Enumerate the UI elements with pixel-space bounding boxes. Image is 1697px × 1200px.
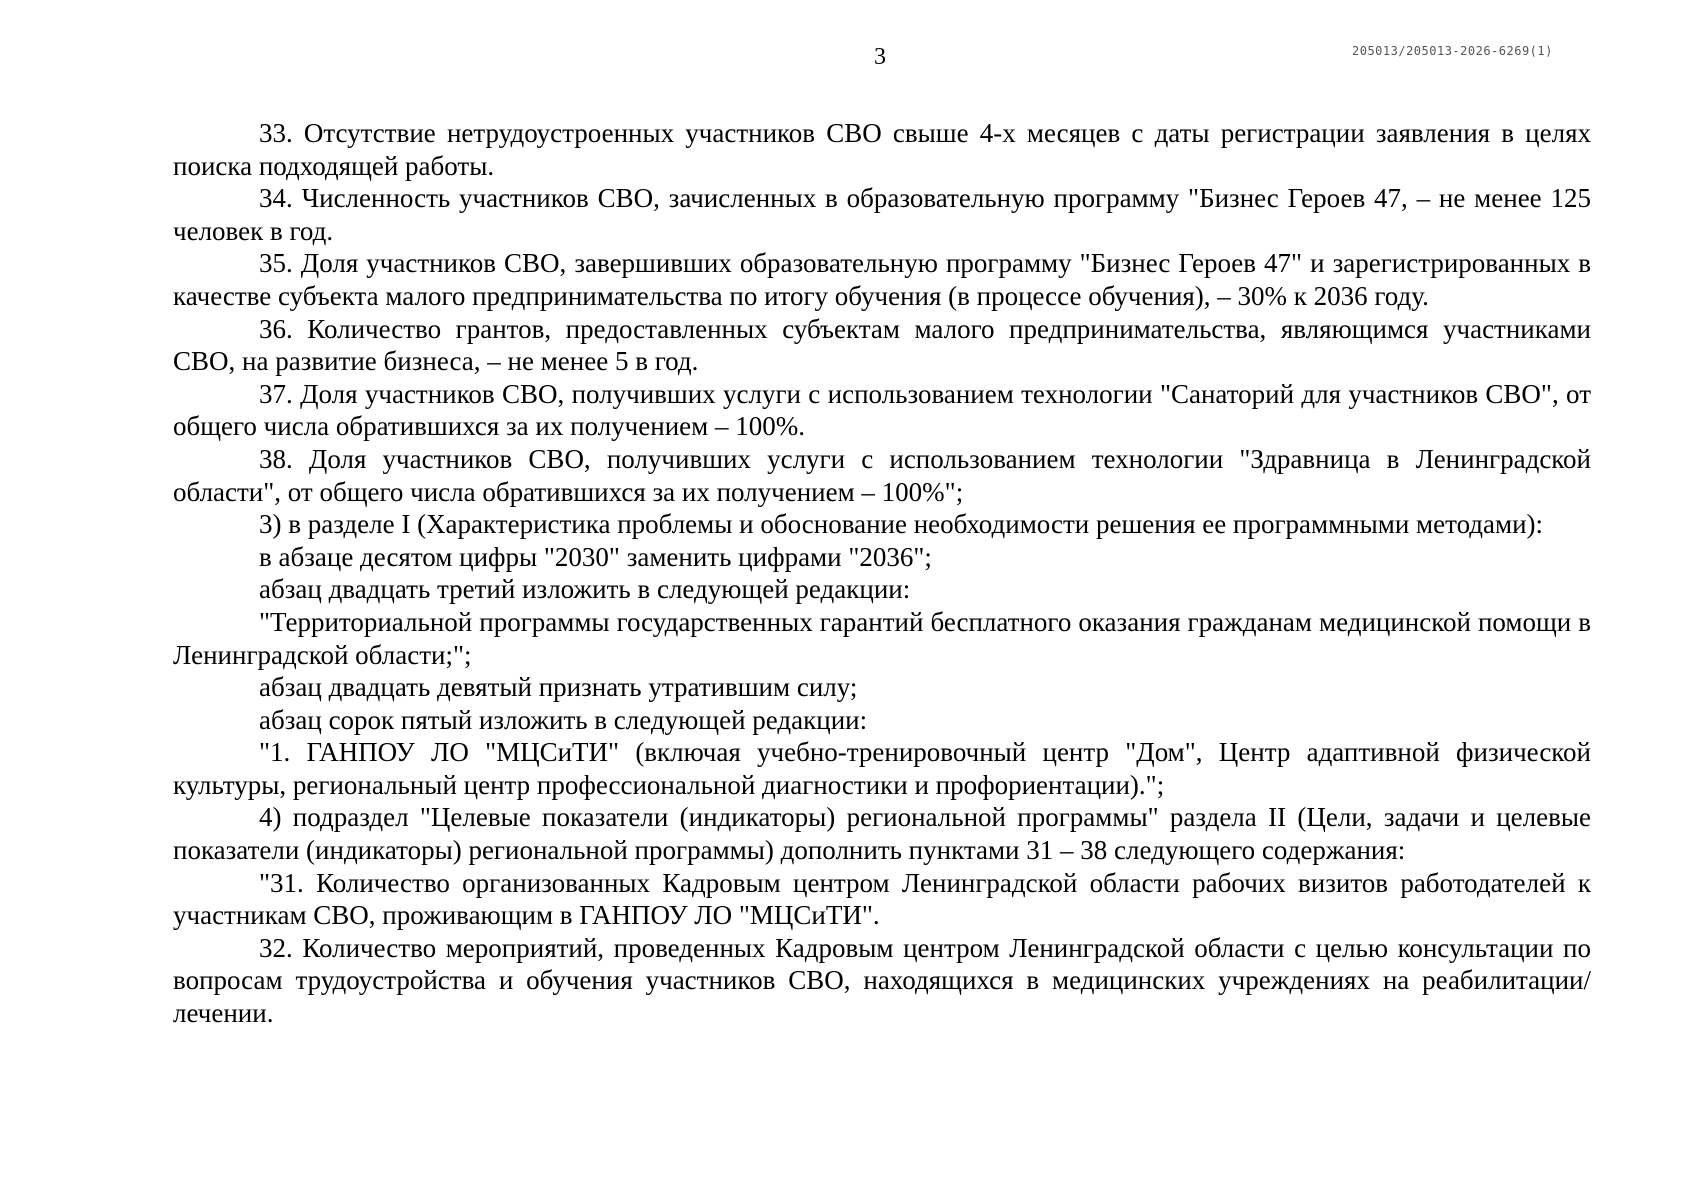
paragraph-item-35: 35. Доля участников СВО, завершивших образовательную программу "Бизнес Героев 47" и зарегистрированных в качестве субъекта малого предпринимательства по итогу обучения (в процессе обучения), – 30% к 2036 году. bbox=[173, 248, 1591, 311]
paragraph-amend-forty-fifth: абзац сорок пятый изложить в следующей редакции: bbox=[259, 704, 868, 735]
document-id: 205013/205013-2026-6269(1) bbox=[1352, 44, 1553, 58]
paragraph-quote-ganpou: "1. ГАНПОУ ЛО "МЦСиТИ" (включая учебно-тренировочный центр "Дом", Центр адаптивной физической культуры, региональный центр профессиональной диагностики и профориентации)."; bbox=[173, 737, 1591, 800]
paragraph-section-4: 4) подраздел "Целевые показатели (индикаторы) региональной программы" раздела II (Цели, задачи и целевые показатели (индикаторы) региональной программы) дополнить пунктами 31 – 38 следующего содержания: bbox=[173, 802, 1591, 866]
paragraph-amend-twenty-ninth: абзац двадцать девятый признать утратившим силу; bbox=[259, 672, 858, 703]
document-body bbox=[173, 117, 1591, 1030]
paragraph-item-36: 36. Количество грантов, предоставленных субъектам малого предпринимательства, являющимся участниками СВО, на развитие бизнеса, – не менее 5 в год. bbox=[173, 313, 1591, 377]
paragraph-section-3: 3) в разделе I (Характеристика проблемы и обоснование необходимости решения ее программными методами): bbox=[259, 509, 1544, 540]
paragraph-item-38: 38. Доля участников СВО, получивших услуги с использованием технологии "Здравница в Ленинградской области", от общего числа обратившихся за их получением – 100%"; bbox=[173, 443, 1591, 507]
paragraph-item-32: 32. Количество мероприятий, проведенных Кадровым центром Ленинградской области с целью консультации по вопросам трудоустройства и обучения участников СВО, находящихся в медицинских учреждениях на реабилитации/лечении. bbox=[173, 932, 1591, 1029]
paragraph-item-33: 33. Отсутствие нетрудоустроенных участников СВО свыше 4-х месяцев с даты регистрации заявления в целях поиска подходящей работы. bbox=[173, 118, 1591, 181]
paragraph-quote-territorial: "Территориальной программы государственных гарантий бесплатного оказания гражданам медицинской помощи в Ленинградской области;"; bbox=[173, 606, 1591, 670]
paragraph-item-34: 34. Численность участников СВО, зачисленных в образовательную программу "Бизнес Героев 47, – не менее 125 человек в год. bbox=[173, 183, 1591, 246]
paragraph-amend-twenty-third: абзац двадцать третий изложить в следующей редакции: bbox=[259, 574, 911, 605]
paragraph-amend-tenth: в абзаце десятом цифры "2030" заменить цифрами "2036"; bbox=[259, 541, 932, 572]
page-number: 3 bbox=[874, 44, 886, 70]
paragraph-item-31: "31. Количество организованных Кадровым центром Ленинградской области рабочих визитов работодателей к участникам СВО, проживающим в ГАНПОУ ЛО "МЦСиТИ". bbox=[173, 867, 1591, 931]
paragraph-item-37: 37. Доля участников СВО, получивших услуги с использованием технологии "Санаторий для участников СВО", от общего числа обратившихся за их получением – 100%. bbox=[173, 378, 1591, 442]
